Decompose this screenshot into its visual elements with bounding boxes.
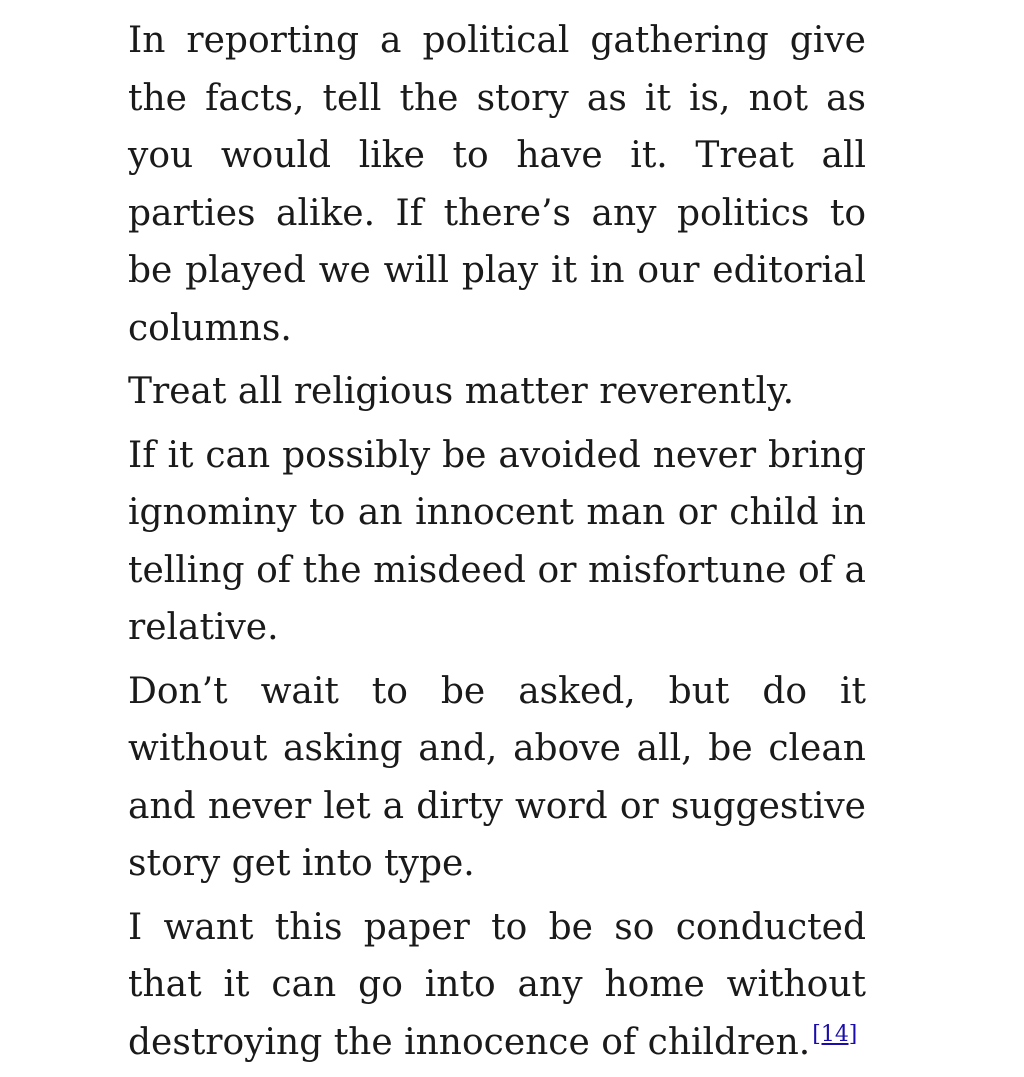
paragraph-political-reporting: In reporting a political gathering give the facts, tell the story as it is, not as you would like to have it. Treat all parties alike. If there’s any politics to be played we will play it in our editorial columns. bbox=[128, 20, 866, 349]
paragraph-paper-conduct-text: I want this paper to be so conducted that it can go into any home without destroying the innocence of children. bbox=[128, 906, 866, 1063]
paragraph-paper-conduct bbox=[128, 899, 866, 1072]
paragraph-innocent-relatives: If it can possibly be avoided never bring ignominy to an innocent man or child in telling of the misdeed or misfortune of a relative. bbox=[128, 434, 866, 648]
paragraph-religious-matter: Treat all religious matter reverently. bbox=[128, 371, 795, 412]
document-body bbox=[128, 12, 866, 1077]
footnote-link[interactable]: [14] bbox=[812, 1021, 858, 1047]
paragraph-be-clean: Don’t wait to be asked, but do it without asking and, above all, be clean and never let a dirty word or suggestive story get into type. bbox=[128, 670, 866, 884]
